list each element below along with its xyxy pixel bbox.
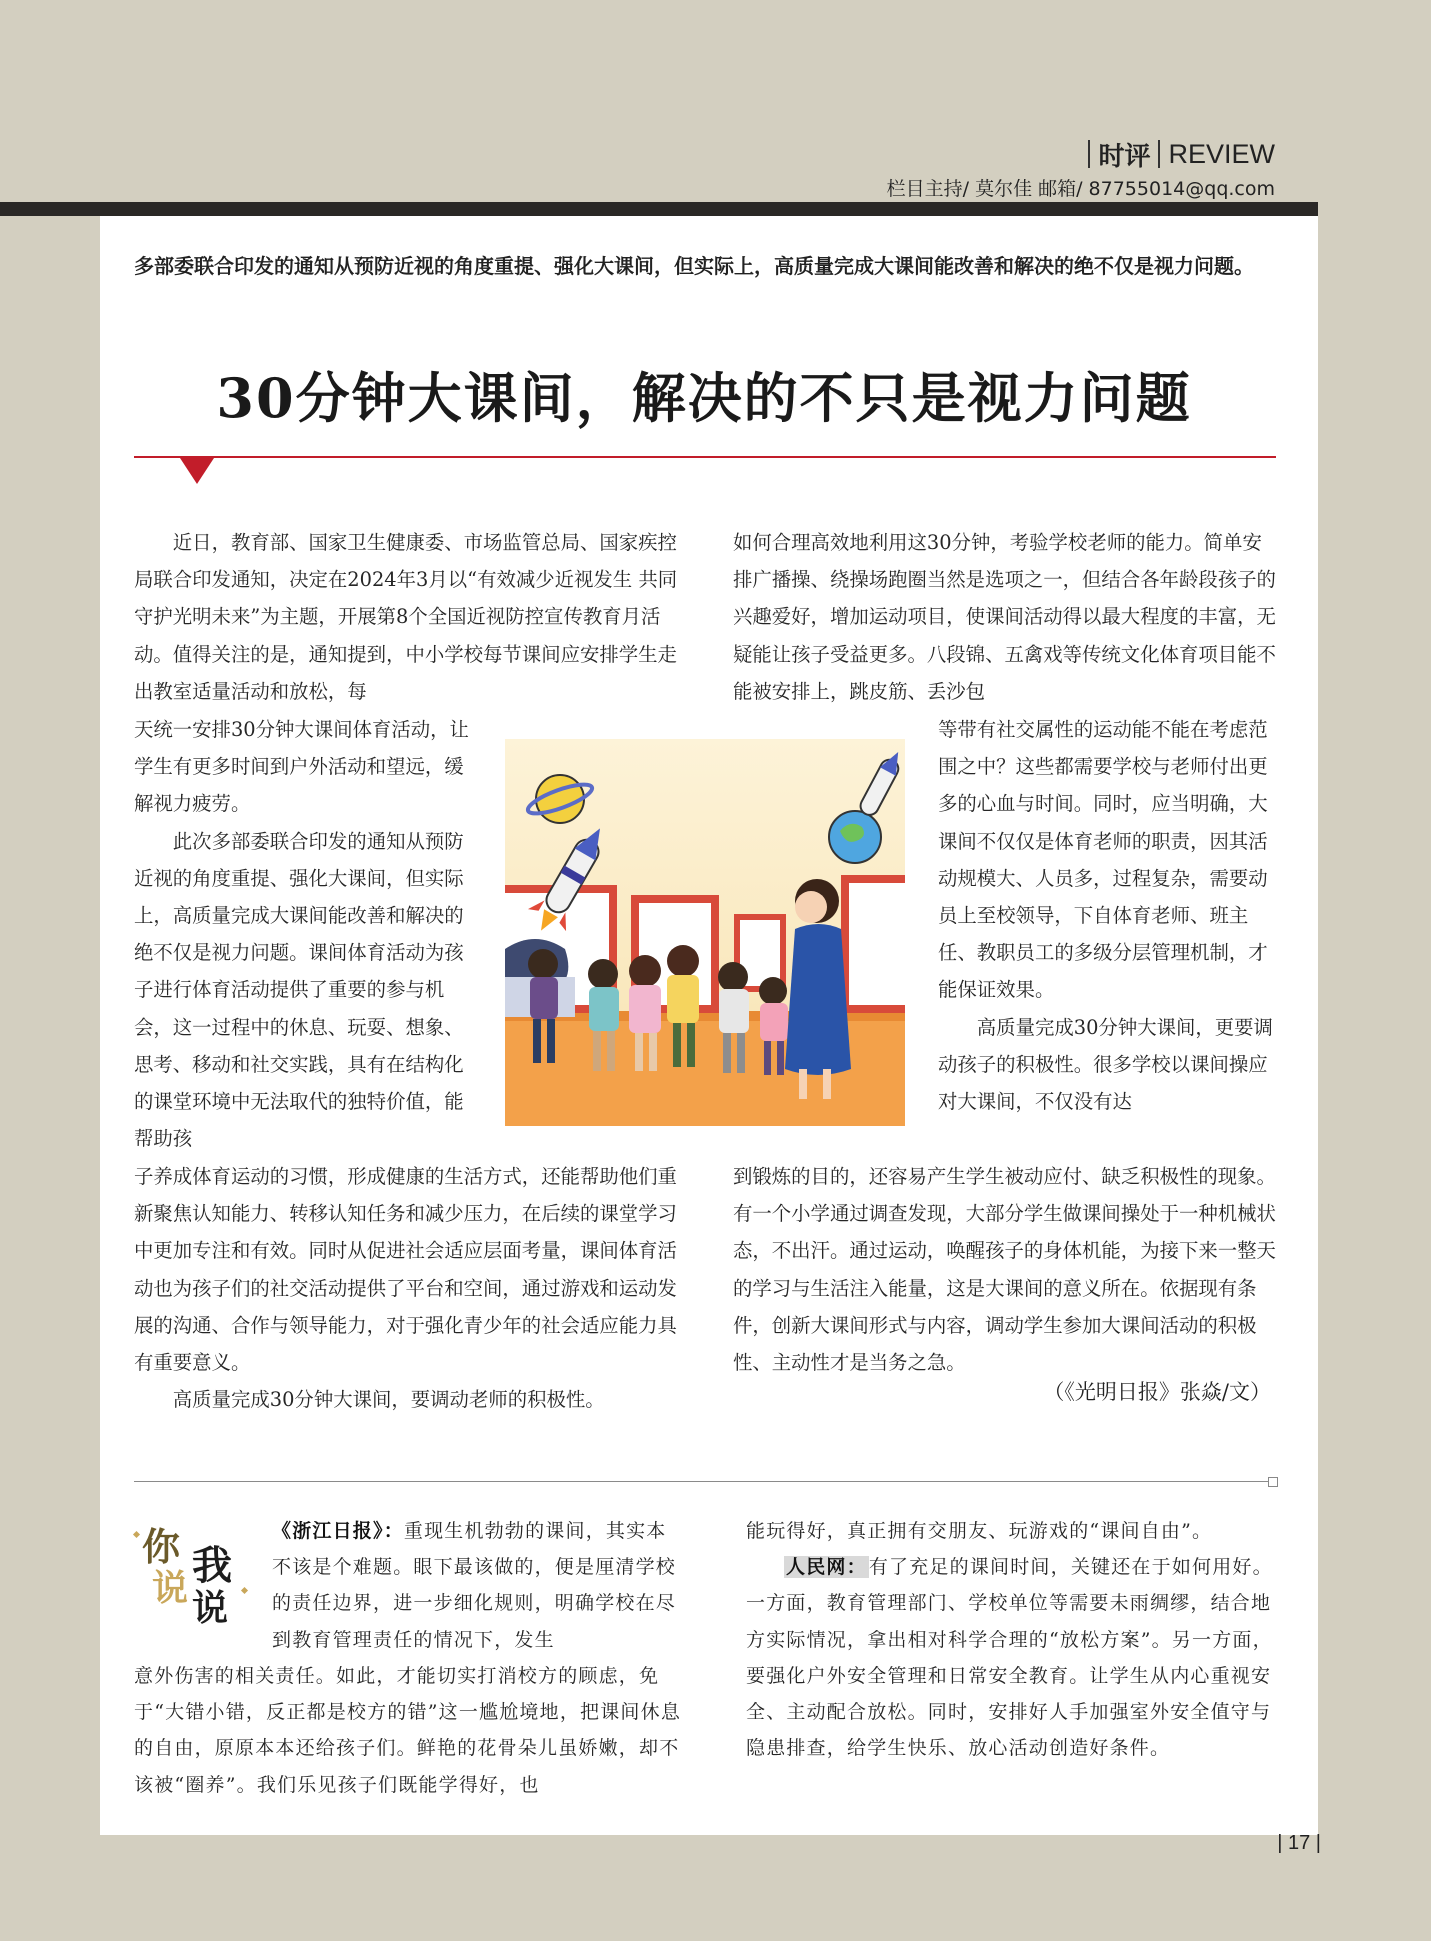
ornament-icon [133, 1531, 140, 1538]
source-label: 《浙江日报》： [272, 1520, 404, 1542]
column-host-line: 栏目主持/ 莫尔佳 邮箱/ 87755014@qq.com [886, 178, 1275, 200]
paragraph: 人民网： 有了充足的课间时间，关键还在于如何用好。一方面，教育管理部门、学校单位等需要未雨绸缪，结合地方实际情况，拿出相对科学合理的“放松方案”。另一方面，要强化户外安全管理和日常安全教育。让学生从内心重视安全、主动配合放松。同时，安排好人手加强室外安全值守与隐患排查，给学生快乐、放心活动创造好条件。 [746, 1556, 1273, 1760]
headline: 30分钟大课间，解决的不只是视力问题 [216, 366, 1192, 430]
rule-marker-icon [180, 458, 214, 484]
page-number: | 17 | [1277, 1832, 1321, 1854]
paragraph: 高质量完成30分钟大课间，更要调动孩子的积极性。很多学校以课间操应对大课间，不仅没有达 [938, 1015, 1273, 1114]
byline: （《光明日报》张焱/文） [1043, 1380, 1271, 1404]
paragraph: 此次多部委联合印发的通知从预防近视的角度重提、强化大课间，但实际上，高质量完成大课间能改善和解决的绝不仅是视力问题。课间体育活动为孩子进行体育活动提供了重要的参与机会，这一过程中的休息、玩耍、想象、思考、移动和社交实践，具有在结构化的课堂环境中无法取代的独特价值，能帮助孩 [134, 829, 464, 1151]
divider-end-icon [1268, 1477, 1278, 1487]
ornament-icon [241, 1587, 248, 1594]
article-left-top: 近日，教育部、国家卫生健康委、市场监管总局、国家疾控局联合印发通知，决定在2024年3月以“有效减少近视发生 共同守护光明未来”为主题，开展第8个全国近视防控宣传教育月活动。值得关注的是，通知提到，中小学校每节课间应安排学生走出教室适量活动和放松，每 [134, 531, 678, 703]
classroom-illustration [505, 739, 905, 1126]
paragraph: 高质量完成30分钟大课间，要调动老师的积极性。 [172, 1388, 605, 1412]
article-right-top: 如何合理高效地利用这30分钟，考验学校老师的能力。简单安排广播操、绕操场跑圈当然是选项之一，但结合各年龄段孩子的兴趣爱好，增加运动项目，使课间活动得以最大程度的丰富，无疑能让孩子受益更多。八段锦、五禽戏等传统文化体育项目能不能被安排上，跳皮筋、丢沙包 [733, 531, 1276, 703]
section-name-en: REVIEW [1168, 138, 1275, 169]
article-left-wrap [134, 711, 474, 1157]
headline-rule [134, 456, 1276, 458]
section-divider [134, 1481, 1271, 1482]
paragraph: 子养成体育运动的习惯，形成健康的生活方式，还能帮助他们重新聚焦认知能力、转移认知任务和减少压力，在后续的课堂学习中更加专注和有效。同时从促进社会适应层面考量，课间体育活动也为孩子们的社交活动提供了平台和空间，通过游戏和运动发展的沟通、合作与领导能力，对于强化青少年的社会适应能力具有重要意义。 [134, 1165, 677, 1375]
paragraph: 天统一安排30分钟大课间体育活动，让学生有更多时间到户外活动和望远，缓解视力疲劳。 [134, 718, 469, 816]
top-bar [0, 202, 1318, 216]
article-right-bottom: 到锻炼的目的，还容易产生学生被动应付、缺乏积极性的现象。有一个小学通过调查发现，大部分学生做课间操处于一种机械状态，不出汗。通过运动，唤醒孩子的身体机能，为接下来一整天的学习与生活注入能量，这是大课间的意义所在。依据现有条件，创新大课间形式与内容，调动学生参加大课间活动的积极性、主动性才是当务之急。 [733, 1165, 1276, 1375]
article-left-bottom [134, 1158, 678, 1418]
comment-right-column [746, 1513, 1276, 1766]
section-name-cn: 时评 [1098, 141, 1151, 172]
divider [1088, 140, 1090, 168]
divider [1158, 140, 1160, 168]
paragraph: 能玩得好，真正拥有交朋友、玩游戏的“课间自由”。 [746, 1520, 1213, 1542]
paragraph: 等带有社交属性的运动能不能在考虑范围之中？这些都需要学校与老师付出更多的心血与时间。同时，应当明确，大课间不仅仅是体育老师的职责，因其活动规模大、人员多，过程复杂，需要动员上至校领导，下自体育老师、班主任、教职员工的多级分层管理机制，才能保证效果。 [938, 718, 1268, 1002]
source-label: 人民网： [786, 1556, 867, 1579]
you-say-i-say-logo: 你 说 我 说 [134, 1512, 294, 1620]
comment-zhejiang-bottom: 意外伤害的相关责任。如此，才能切实打消校方的顾虑，免于“大错小错，反正都是校方的错”这一尴尬境地，把课间休息的自由，原原本本还给孩子们。鲜艳的花骨朵儿虽娇嫩，却不该被“圈养”。我们乐见孩子们既能学得好，也 [134, 1665, 682, 1796]
lead-paragraph: 多部委联合印发的通知从预防近视的角度重提、强化大课间，但实际上，高质量完成大课间能改善和解决的绝不仅是视力问题。 [134, 254, 1254, 278]
comment-zhejiang-top: 《浙江日报》：重现生机勃勃的课间，其实本不该是个难题。眼下最该做的，便是厘清学校的责任边界，进一步细化规则，明确学校在尽到教育管理责任的情况下，发生 [272, 1520, 677, 1651]
article-right-wrap [938, 711, 1277, 1120]
section-title [1080, 137, 1275, 171]
